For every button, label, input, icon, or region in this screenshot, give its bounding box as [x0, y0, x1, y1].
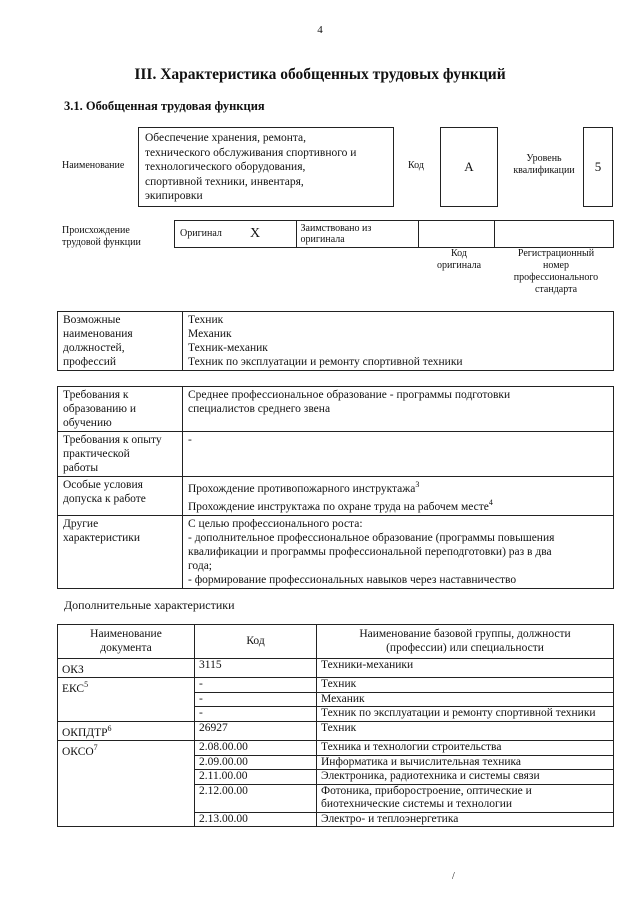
code-original-line: Код [451, 248, 467, 259]
function-name-line: технологического оборудования, [145, 161, 306, 173]
reg-number-line: профессионального [513, 272, 599, 283]
name-cell: Техник [317, 721, 614, 740]
reg-number-line: стандарта [534, 284, 578, 295]
requirement-label-line: практической [63, 448, 130, 460]
name-cell: Техника и технологии строительства [317, 741, 614, 756]
table-row [58, 741, 614, 756]
name-cell: Электроника, радиотехника и системы связи [317, 770, 614, 785]
requirement-label [58, 432, 183, 477]
origin-label-line: трудовой функции [62, 237, 141, 248]
code-value-box: A [440, 127, 498, 207]
code-cell: 3115 [195, 659, 317, 678]
requirement-label [58, 387, 183, 432]
additional-header-row [58, 625, 614, 659]
requirement-label-line: образованию и [63, 403, 136, 415]
column-header-line: (профессии) или специальности [386, 641, 544, 654]
positions-label-line: Возможные [63, 314, 121, 326]
column-header-line: Код [246, 634, 265, 647]
code-cell: 26927 [195, 721, 317, 740]
footer-mark: / [452, 871, 455, 882]
function-name-line: спортивной техники, инвентаря, [145, 175, 304, 188]
code-label: Код [408, 160, 424, 171]
origin-label [62, 225, 141, 249]
additional-heading: Дополнительные характеристики [64, 598, 235, 612]
requirement-line: Прохождение противопожарного инструктажа [188, 482, 416, 495]
requirement-label [58, 515, 183, 588]
level-value-box: 5 [583, 127, 613, 207]
function-name-line: Обеспечение хранения, ремонта, [145, 132, 307, 144]
requirement-label-line: Требования к опыту [63, 434, 162, 446]
requirement-line: - дополнительное профессиональное образование (программы повышения [188, 531, 555, 544]
table-row [58, 659, 614, 678]
code-cell: - [195, 678, 317, 693]
requirement-label-line: работы [63, 462, 99, 474]
requirement-line: Среднее профессиональное образование - программы подготовки [188, 389, 511, 401]
level-label-line: Уровень [526, 153, 562, 164]
function-name-line: экипировки [145, 190, 203, 202]
level-label-line: квалификации [513, 165, 575, 176]
doc-cell: ОКПДТР$^6$ [58, 721, 195, 740]
original-label: Оригинал [175, 221, 245, 248]
column-header-line: Наименование базовой группы, должности [359, 628, 571, 640]
footnote-ref: 3 [415, 480, 420, 489]
reg-number-cell [495, 221, 614, 248]
code-original-label [424, 248, 494, 272]
name-cell: Информатика и вычислительная техника [317, 755, 614, 770]
name-cell: Механик [317, 692, 614, 707]
requirement-line: специалистов среднего звена [188, 403, 331, 415]
requirement-row [58, 432, 614, 477]
requirement-value [183, 387, 614, 432]
requirement-line: - [188, 434, 192, 446]
section-title: III. Характеристика обобщенных трудовых функций [134, 66, 506, 83]
column-header [195, 625, 317, 659]
positions-label [58, 312, 183, 371]
requirement-row [58, 477, 614, 516]
doc-cell: ЕКС$^5$ [58, 678, 195, 722]
requirement-label-line: Другие [63, 517, 99, 530]
code-cell: - [195, 692, 317, 707]
origin-label-line: Происхождение [62, 225, 130, 236]
name-cell: Техники-механики [317, 659, 614, 678]
position-item: Техник-механик [188, 342, 268, 354]
table-row [58, 721, 614, 740]
requirement-line: - формирование профессиональных навыков через наставничество [188, 573, 517, 586]
column-header-line: документа [100, 641, 152, 654]
requirement-value [183, 432, 614, 477]
doc-cell: ОКСО$^7$ [58, 741, 195, 827]
requirement-label-line: обучению [63, 417, 112, 429]
table-row [58, 678, 614, 693]
code-original-line: оригинала [436, 260, 482, 271]
name-cell: Техник по эксплуатации и ремонту спортивной техники [317, 707, 614, 722]
requirement-line: С целью профессионального роста: [188, 517, 363, 530]
column-header [58, 625, 195, 659]
reg-number-label [496, 248, 616, 296]
requirement-label-line: допуска к работе [63, 493, 146, 505]
reg-number-line: Регистрационный [517, 248, 595, 259]
positions-label-line: наименования [63, 328, 133, 340]
code-cell: - [195, 707, 317, 722]
requirement-row [58, 515, 614, 588]
column-header [317, 625, 614, 659]
code-cell: 2.12.00.00 [195, 784, 317, 812]
position-item: Техник [188, 314, 224, 326]
requirement-line: Прохождение инструктажа по охране труда на рабочем месте [188, 500, 489, 513]
requirement-value [183, 477, 614, 516]
positions-label-line: должностей, [63, 342, 125, 354]
requirements-table [57, 386, 614, 589]
footnote-ref: 4 [488, 497, 493, 507]
requirement-line: года; [188, 559, 212, 572]
requirement-row [58, 387, 614, 432]
requirement-line: квалификации и программы профессиональной переподготовки) раз в два [188, 545, 552, 558]
name-cell: Техник [317, 678, 614, 693]
original-mark: X [245, 221, 296, 248]
code-cell: 2.13.00.00 [195, 812, 317, 827]
requirement-label-line: характеристики [63, 531, 141, 544]
function-name-line: технического обслуживания спортивного и [145, 146, 357, 159]
code-cell: 2.08.00.00 [195, 741, 317, 756]
positions-list [183, 312, 614, 371]
requirement-label-line: Особые условия [63, 479, 143, 491]
borrowed-label-line: оригинала [300, 234, 345, 245]
code-cell: 2.11.00.00 [195, 770, 317, 785]
positions-table [57, 311, 614, 371]
additional-table [57, 624, 614, 827]
positions-label-line: профессий [63, 356, 117, 368]
borrowed-label [296, 221, 419, 248]
column-header-line: Наименование [90, 628, 162, 640]
name-cell: Электро- и теплоэнергетика [317, 812, 614, 827]
requirement-label [58, 477, 183, 516]
function-name-box [138, 127, 394, 207]
level-label [508, 153, 580, 177]
name-cell: Фотоника, приборостроение, оптические и биотехнические системы и технологии [317, 784, 614, 812]
position-item: Механик [188, 328, 232, 340]
borrowed-label-line: Заимствовано из [300, 223, 372, 234]
code-original-cell [419, 221, 495, 248]
origin-table [174, 220, 614, 248]
requirement-label-line: Требования к [63, 389, 129, 401]
doc-cell: ОКЗ [58, 659, 195, 678]
position-item: Техник по эксплуатации и ремонту спортивной техники [188, 356, 463, 368]
name-label: Наименование [62, 160, 125, 171]
reg-number-line: номер [543, 260, 569, 271]
subsection-title: 3.1. Обобщенная трудовая функция [64, 99, 265, 113]
page-number: 4 [317, 24, 323, 36]
code-cell: 2.09.00.00 [195, 755, 317, 770]
requirement-value [183, 515, 614, 588]
